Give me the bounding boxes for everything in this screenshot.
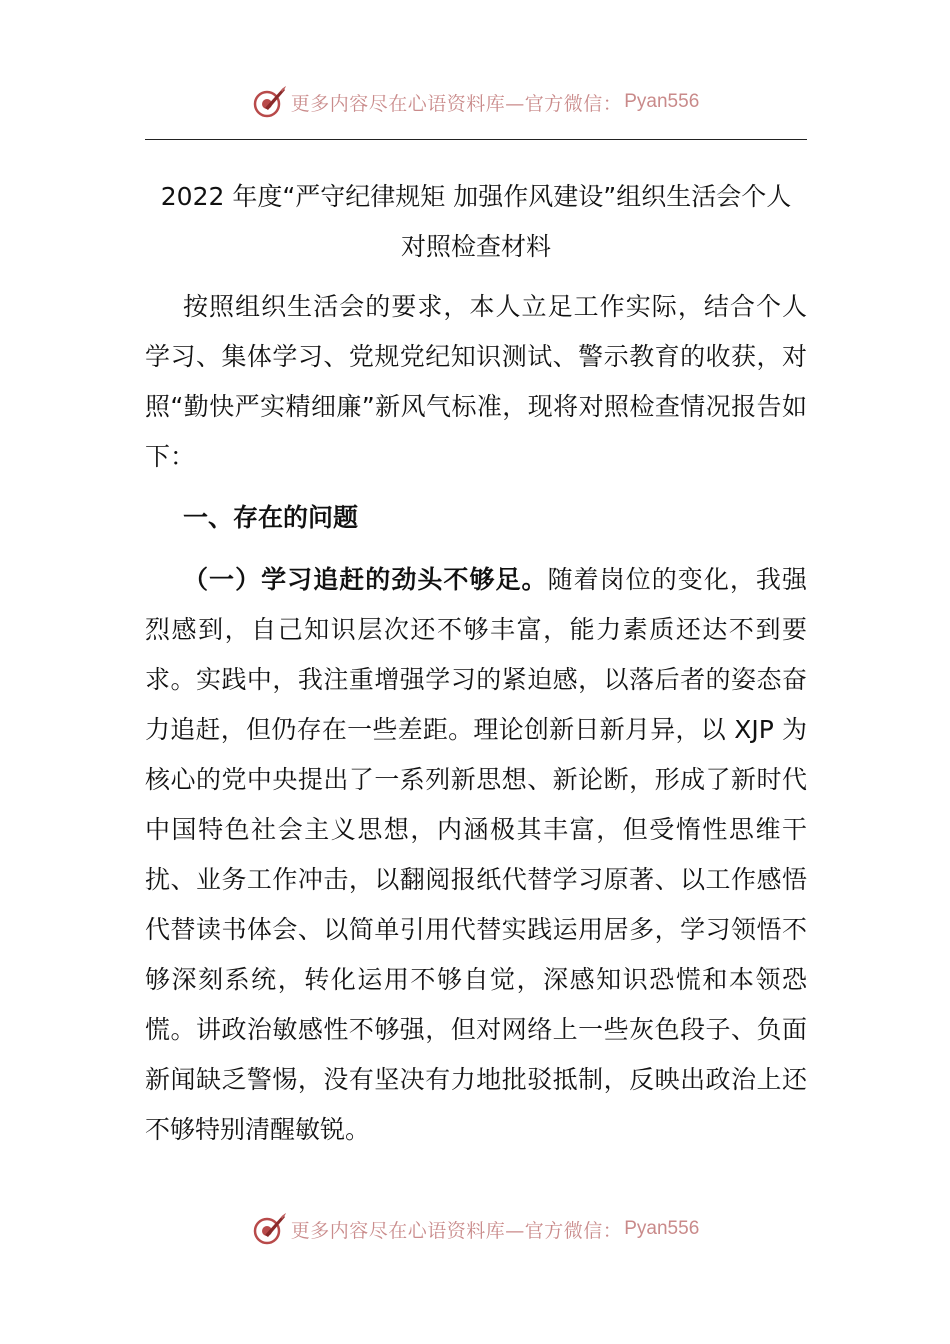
item-1-lead: （一）学习追赶的劲头不够足。 bbox=[183, 565, 548, 594]
footer-watermark bbox=[0, 1211, 950, 1247]
watermark-text: 更多内容尽在心语资料库—官方微信： bbox=[290, 92, 623, 115]
title-line-1: 2022 年度“严守纪律规矩 加强作风建设”组织生活会个人 bbox=[160, 182, 792, 211]
item-1-body: 随着岗位的变化，我强烈感到，自己知识层次还不够丰富，能力素质还达不到要求。实践中，我注重增强学习的紧迫感，以落后者的姿态奋力追赶，但仍存在一些差距。理论创新日新月异，以 XJP 为核心的党中央提出了一系列新思想、新论断，形成了新时代中国特色社会主义思想，内涵极其丰富，但受惰性思维干扰、业务工作冲击，以翻阅报纸代替学习原著、以工作感悟代替读书体会、以简单引用代替实践运用居多，学习领悟不够深刻系统，转化运用不够自觉，深感知识恐慌和本领恐慌。讲政治敏感性不够强，但对网络上一些灰色段子、负面新闻缺乏警惕，没有坚决有力地批驳抵制，反映出政治上还不够特别清醒敏锐。 bbox=[145, 565, 807, 1144]
header-divider bbox=[145, 139, 807, 140]
watermark-text: 更多内容尽在心语资料库—官方微信： bbox=[290, 1219, 623, 1242]
intro-paragraph: 按照组织生活会的要求，本人立足工作实际，结合个人学习、集体学习、党规党纪知识测试、警示教育的收获，对照“勤快严实精细廉”新风气标准，现将对照检查情况报告如下： bbox=[145, 292, 807, 471]
quill-logo-icon bbox=[251, 1211, 287, 1247]
header-watermark bbox=[0, 84, 950, 120]
document-title bbox=[145, 172, 807, 272]
title-line-2: 对照检查材料 bbox=[400, 232, 551, 261]
watermark-wechat-id: Pyan556 bbox=[624, 1218, 700, 1239]
watermark-wechat-id: Pyan556 bbox=[624, 91, 700, 112]
quill-logo-icon bbox=[251, 84, 287, 120]
section-heading: 一、存在的问题 bbox=[183, 503, 359, 532]
item-1-paragraph bbox=[145, 555, 807, 1155]
